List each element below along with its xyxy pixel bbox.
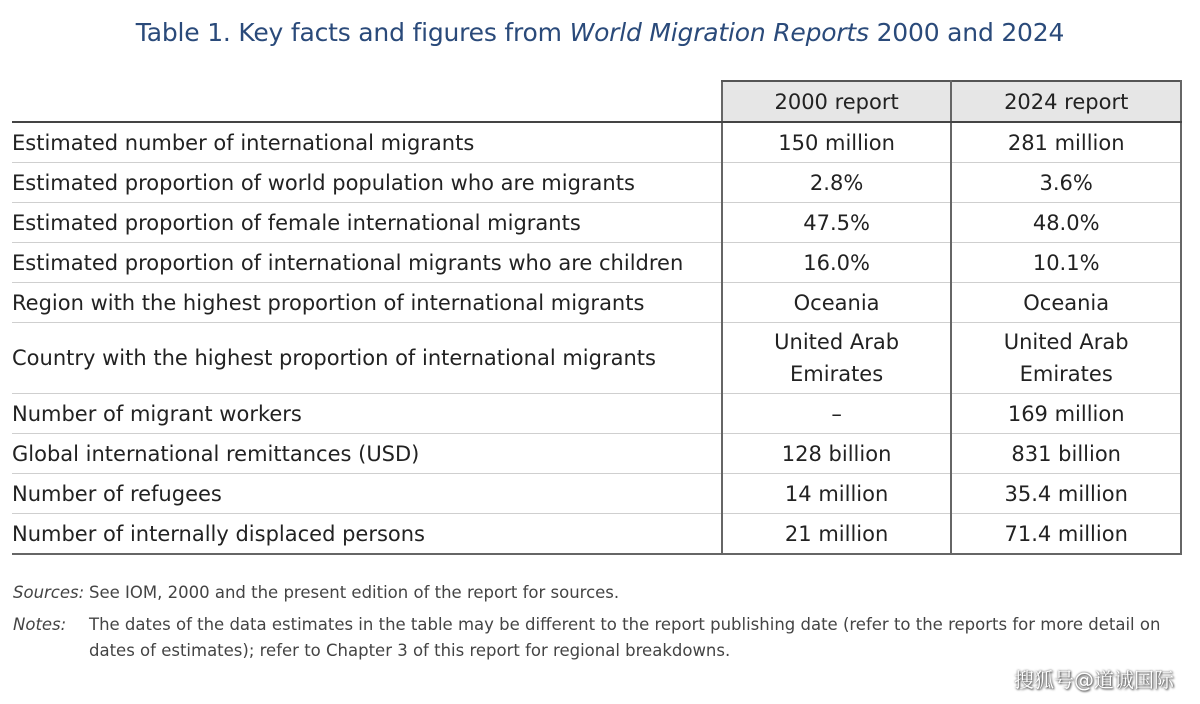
row-label: Global international remittances (USD) — [12, 434, 722, 474]
table-row — [12, 323, 1181, 394]
sources-line — [13, 580, 1188, 606]
value-2000: 2.8% — [722, 163, 952, 203]
table-row — [12, 514, 1181, 555]
table-row — [12, 163, 1181, 203]
sources-key: Sources: — [13, 583, 85, 602]
row-label: Estimated proportion of world population who are migrants — [12, 163, 722, 203]
table-notes — [13, 580, 1188, 664]
row-label: Estimated proportion of female international migrants — [12, 203, 722, 243]
row-label: Number of migrant workers — [12, 394, 722, 434]
value-2000: 128 billion — [722, 434, 952, 474]
value-2024: 35.4 million — [951, 474, 1181, 514]
value-2024: 169 million — [951, 394, 1181, 434]
row-label: Number of internally displaced persons — [12, 514, 722, 555]
header-blank — [12, 81, 722, 122]
notes-text: The dates of the data estimates in the table may be different to the report publishing date (refer to the reports for more detail on dates of estimates); refer to Chapter 3 of this report for regional breakdowns. — [89, 615, 1161, 660]
table-row — [12, 243, 1181, 283]
value-2024: 71.4 million — [951, 514, 1181, 555]
table-row — [12, 474, 1181, 514]
value-2000: 21 million — [722, 514, 952, 555]
value-2000: – — [722, 394, 952, 434]
value-2024: 281 million — [951, 122, 1181, 163]
table-row — [12, 394, 1181, 434]
notes-key: Notes: — [13, 615, 67, 634]
table-title — [0, 18, 1200, 47]
value-2000: 47.5% — [722, 203, 952, 243]
header-2024: 2024 report — [951, 81, 1181, 122]
value-2024: 48.0% — [951, 203, 1181, 243]
row-label: Estimated proportion of international migrants who are children — [12, 243, 722, 283]
table-row — [12, 203, 1181, 243]
table-row — [12, 122, 1181, 163]
value-2024: 831 billion — [951, 434, 1181, 474]
value-2024: United Arab Emirates — [951, 323, 1181, 394]
facts-table — [12, 80, 1182, 555]
value-2000: 14 million — [722, 474, 952, 514]
watermark: 搜狐号@道诚国际 — [1014, 668, 1174, 692]
header-row — [12, 81, 1181, 122]
value-2000: Oceania — [722, 283, 952, 323]
value-2024: Oceania — [951, 283, 1181, 323]
table-row — [12, 283, 1181, 323]
value-2000: 16.0% — [722, 243, 952, 283]
value-2000: United Arab Emirates — [722, 323, 952, 394]
value-2024: 10.1% — [951, 243, 1181, 283]
header-2000: 2000 report — [722, 81, 952, 122]
value-2024: 3.6% — [951, 163, 1181, 203]
value-2000: 150 million — [722, 122, 952, 163]
table-row — [12, 434, 1181, 474]
title-suffix: 2000 and 2024 — [868, 18, 1065, 47]
row-label: Country with the highest proportion of international migrants — [12, 323, 722, 394]
row-label: Region with the highest proportion of international migrants — [12, 283, 722, 323]
title-prefix: Table 1. Key facts and figures from — [135, 18, 570, 47]
row-label: Number of refugees — [12, 474, 722, 514]
notes-line — [13, 612, 1188, 664]
row-label: Estimated number of international migrants — [12, 122, 722, 163]
title-italic: World Migration Reports — [569, 18, 869, 47]
sources-text: See IOM, 2000 and the present edition of the report for sources. — [89, 583, 620, 602]
